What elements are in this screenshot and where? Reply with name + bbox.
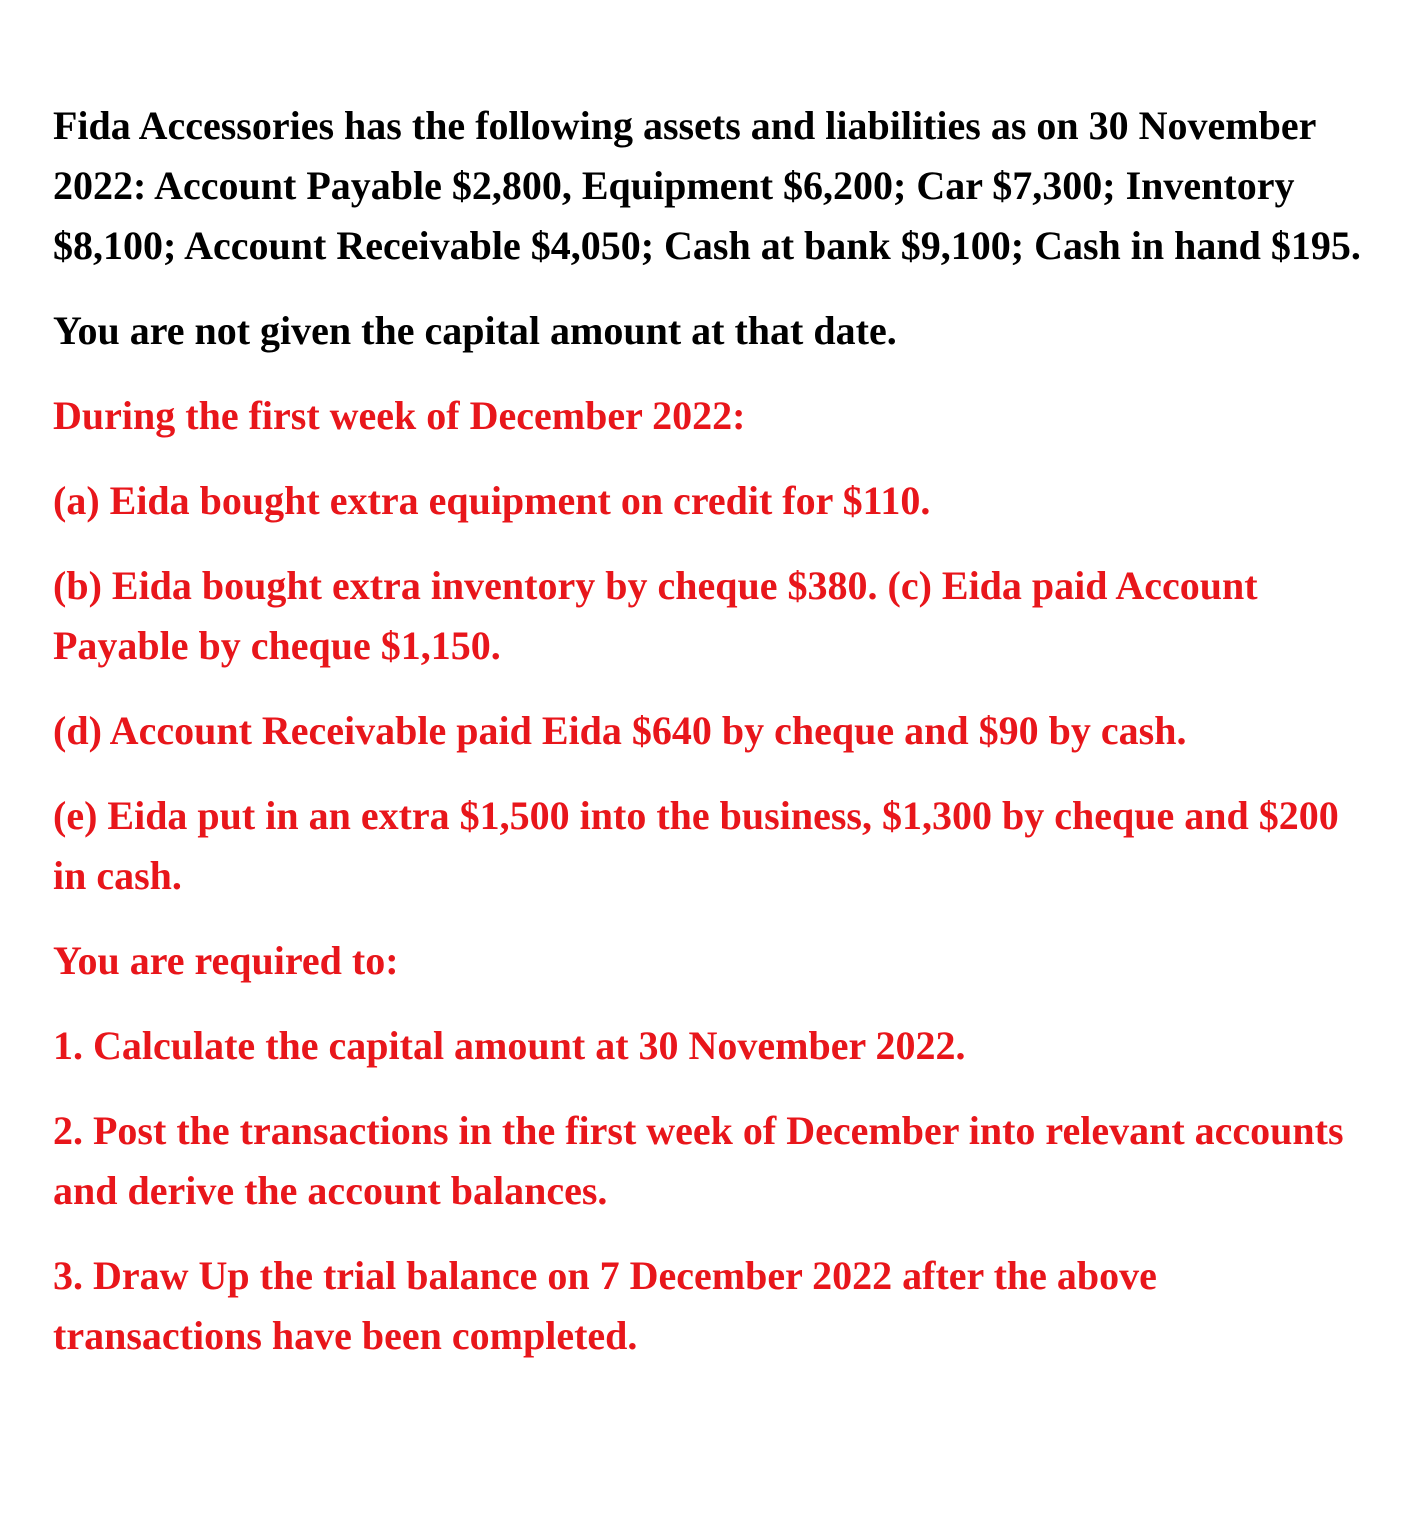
intro-assets-liabilities: Fida Accessories has the following assets and liabilities as on 30 November 2022: Account Payable $2,800, Equipment $6,200; Car $7,300; Inventory $8,100; Account Receivable $4,050; Cash at bank $9,100; Cash in hand $195. [53, 103, 1361, 268]
transaction-e: (e) Eida put in an extra $1,500 into the business, $1,300 by cheque and $200 in cash. [53, 793, 1339, 898]
requirement-2: 2. Post the transactions in the first week of December into relevant accounts and derive the account balances. [53, 1108, 1344, 1213]
requirements-heading: You are required to: [53, 938, 399, 983]
requirement-1: 1. Calculate the capital amount at 30 November 2022. [53, 1023, 966, 1068]
transaction-d: (d) Account Receivable paid Eida $640 by cheque and $90 by cash. [53, 708, 1187, 753]
requirement-3: 3. Draw Up the trial balance on 7 December 2022 after the above transactions have been completed. [53, 1253, 1157, 1358]
question-document [53, 96, 1373, 1391]
transactions-heading: During the first week of December 2022: [53, 393, 746, 438]
intro-capital-note: You are not given the capital amount at that date. [53, 308, 897, 353]
transaction-a: (a) Eida bought extra equipment on credit for $110. [53, 478, 931, 523]
transaction-b-c: (b) Eida bought extra inventory by cheque $380. (c) Eida paid Account Payable by cheque $1,150. [53, 563, 1258, 668]
